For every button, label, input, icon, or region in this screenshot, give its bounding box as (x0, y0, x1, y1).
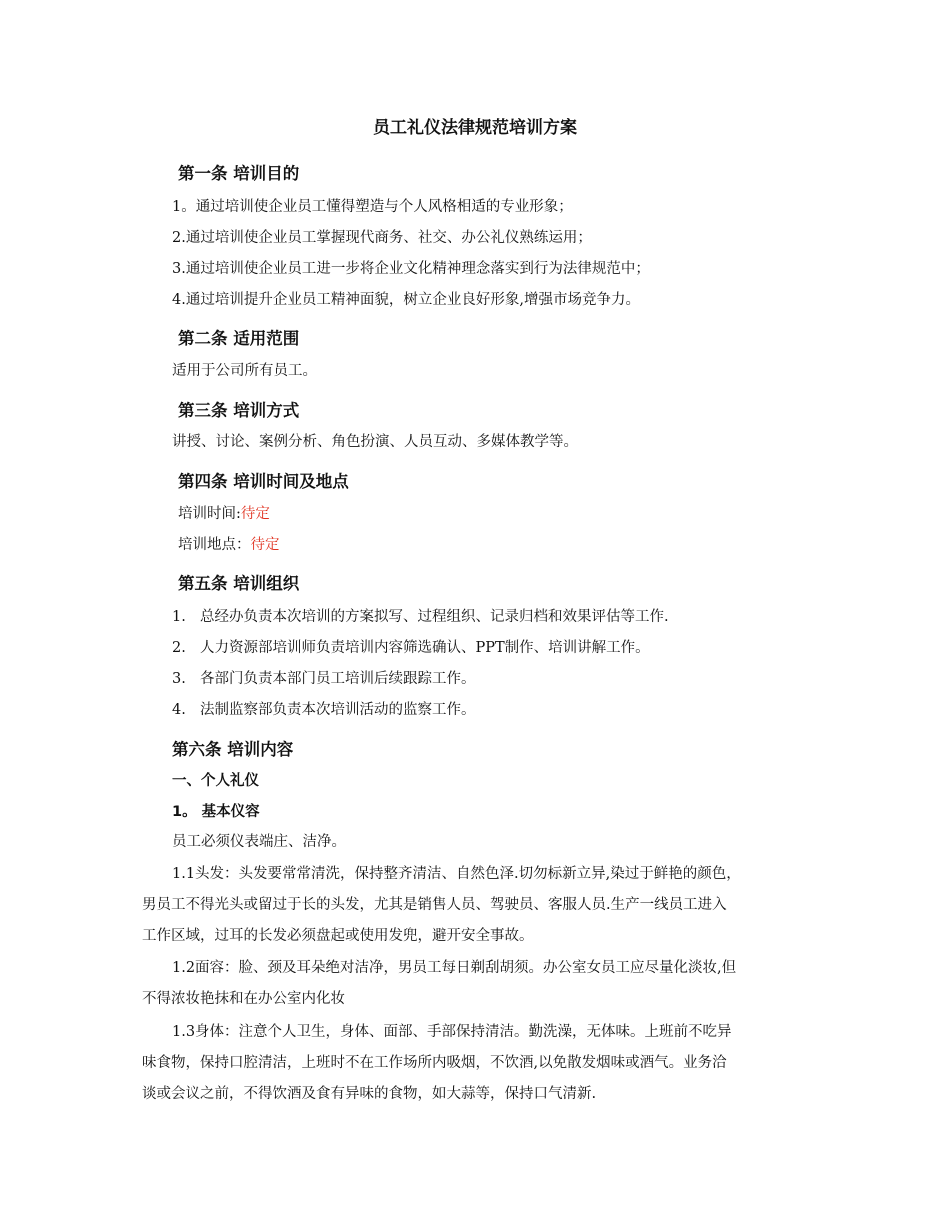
item-text: 人力资源部培训师负责培训内容筛选确认、PPT制作、培训讲解工作。 (200, 640, 650, 656)
article-5-item-2 (172, 636, 650, 657)
hair-paragraph-line-1: 1.1头发：头发要常常清洗，保持整齐清洁、自然色泽.切勿标新立异,染过于鲜艳的颜色， (172, 866, 741, 882)
item-number: 3. (172, 671, 186, 687)
item-text: 法制监察部负责本次培训活动的监察工作。 (200, 702, 476, 718)
item-text: 总经办负责本次培训的方案拟写、过程组织、记录归档和效果评估等工作. (200, 609, 669, 625)
article-5-heading: 第五条 培训组织 (178, 574, 300, 593)
body-paragraph-line-1: 1.3身体：注意个人卫生，身体、面部、手部保持清洁。勤洗澡，无体味。上班前不吃异 (172, 1024, 732, 1040)
item-number: 4. (172, 702, 186, 718)
hair-paragraph-line-2: 男员工不得光头或留过于长的头发，尤其是销售人员、驾驶员、客服人员.生产一线员工进入 (142, 897, 727, 913)
article-3-text: 讲授、讨论、案例分析、角色扮演、人员互动、多媒体教学等。 (172, 434, 578, 450)
training-time-value: 待定 (240, 506, 270, 522)
training-place-value: 待定 (250, 537, 280, 553)
article-1-heading: 第一条 培训目的 (178, 164, 300, 183)
article-2-text: 适用于公司所有员工。 (172, 363, 317, 379)
article-1-item-1: 1。通过培训使企业员工懂得塑造与个人风格相适的专业形象； (172, 199, 573, 215)
appearance-intro: 员工必须仪表端庄、洁净。 (172, 834, 346, 850)
training-place-line (178, 533, 280, 554)
body-paragraph-line-3: 谈或会议之前，不得饮酒及食有异味的食物，如大蒜等，保持口气清新. (142, 1086, 597, 1102)
article-6-heading: 第六条 培训内容 (172, 740, 294, 759)
article-3-heading: 第三条 培训方式 (178, 401, 300, 420)
hair-paragraph-line-3: 工作区域，过耳的长发必须盘起或使用发兜，避开安全事故。 (142, 928, 534, 944)
face-paragraph-line-1: 1.2面容：脸、颈及耳朵绝对洁净，男员工每日剃刮胡须。办公室女员工应尽量化淡妆,但 (172, 960, 737, 976)
article-1-item-2: 2.通过培训使企业员工掌握现代商务、社交、办公礼仪熟练运用； (172, 230, 592, 246)
document-title: 员工礼仪法律规范培训方案 (373, 118, 577, 138)
article-1-item-3: 3.通过培训使企业员工进一步将企业文化精神理念落实到行为法律规范中； (172, 261, 650, 277)
article-2-heading: 第二条 适用范围 (178, 329, 300, 348)
section-basic-appearance: 1。 基本仪容 (172, 804, 260, 820)
article-1-item-4: 4.通过培训提升企业员工精神面貌，树立企业良好形象,增强市场竞争力。 (172, 292, 640, 308)
training-time-label: 培训时间: (178, 506, 241, 522)
item-number: 2. (172, 640, 186, 656)
article-5-item-3 (172, 667, 476, 688)
training-time-line (178, 502, 270, 523)
article-5-item-4 (172, 698, 476, 719)
body-paragraph-line-2: 味食物，保持口腔清洁，上班时不在工作场所内吸烟，不饮酒,以免散发烟味或酒气。业务洽 (142, 1055, 727, 1071)
section-personal-etiquette: 一、个人礼仪 (172, 773, 259, 789)
item-text: 各部门负责本部门员工培训后续跟踪工作。 (200, 671, 476, 687)
article-5-item-1 (172, 605, 669, 626)
face-paragraph-line-2: 不得浓妆艳抹和在办公室内化妆 (142, 991, 345, 1007)
item-number: 1. (172, 609, 186, 625)
article-4-heading: 第四条 培训时间及地点 (178, 472, 349, 491)
training-place-label: 培训地点： (178, 537, 251, 553)
